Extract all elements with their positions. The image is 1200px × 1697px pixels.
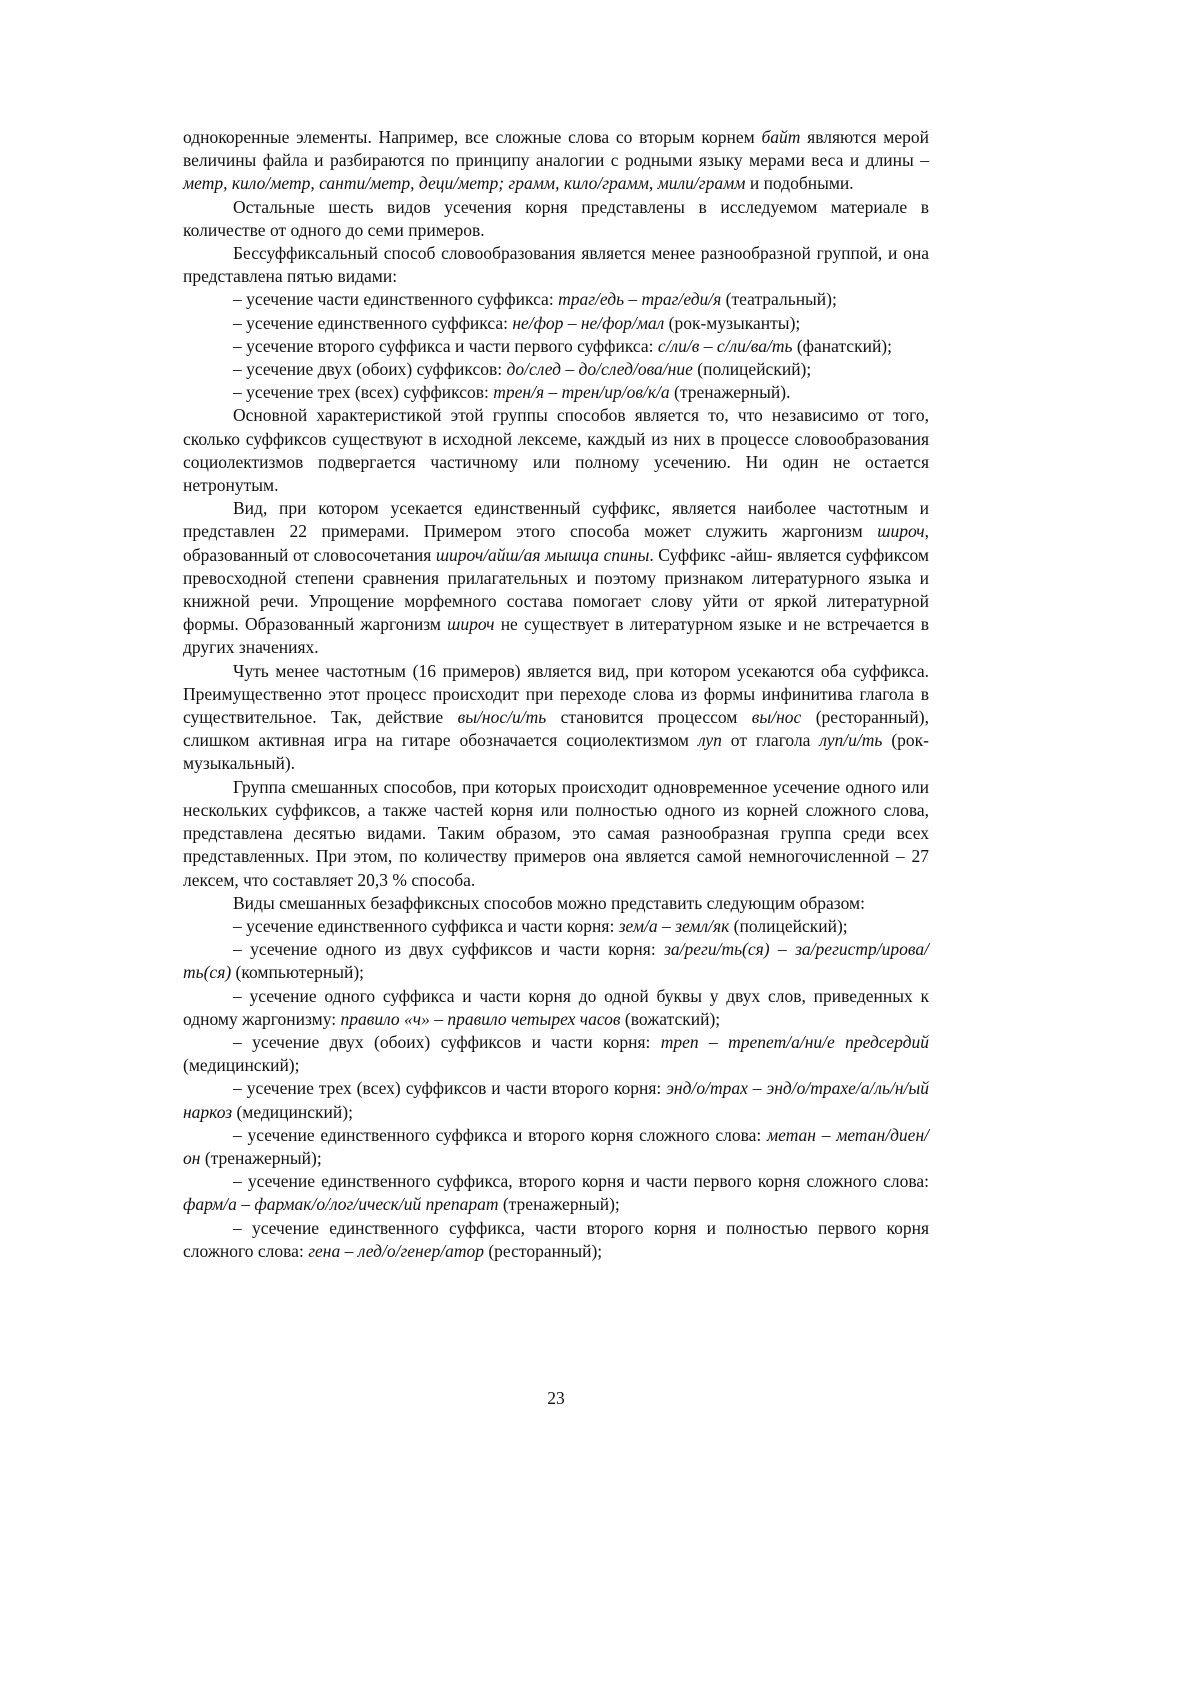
text-run: Остальные шесть видов усечения корня представлены в исследуемом материале в количестве от одного до семи примеров. xyxy=(183,196,929,240)
text-run: (рок-музыканты); xyxy=(664,312,801,333)
text-run: являются мерой величины файла и разбираются по принципу аналогии с родными языку мерами веса и длины – xyxy=(183,127,929,171)
list-item xyxy=(183,288,929,311)
text-run: (медицинский); xyxy=(232,1101,353,1122)
italic-text-run: широч xyxy=(447,614,495,635)
paragraph xyxy=(183,892,929,915)
text-run: – усечение единственного суффикса и части корня: xyxy=(233,915,619,936)
italic-text-run: правило «ч» – правило четырех часов xyxy=(340,1008,621,1029)
text-run: (тренажерный); xyxy=(200,1147,322,1168)
italic-text-run: широч xyxy=(877,521,925,542)
text-run: – усечение части единственного суффикса: xyxy=(233,289,559,310)
list-item xyxy=(183,335,929,358)
italic-text-run: энд/о/трах – энд/о/трахе/а/ль/н/ый наркоз xyxy=(183,1078,929,1122)
text-run: – усечение единственного суффикса, части второго корня и полностью первого корня сложного слова: xyxy=(183,1217,929,1261)
italic-text-run: луп/и/ть xyxy=(819,730,883,751)
text-run: – усечение трех (всех) суффиксов: xyxy=(233,382,494,403)
text-run: от глагола xyxy=(721,730,820,751)
text-run: (компьютерный); xyxy=(231,962,365,983)
text-run: – усечение двух (обоих) суффиксов: xyxy=(233,359,507,380)
italic-text-run: не/фор – не/фор/мал xyxy=(512,312,665,333)
text-run: не существует в литературном языке и не встречается в других значениях. xyxy=(183,614,929,658)
text-run: (тренажерный). xyxy=(669,382,791,403)
list-item xyxy=(183,1124,929,1170)
paragraph xyxy=(183,242,929,288)
list-item xyxy=(183,358,929,381)
text-run: и подобными. xyxy=(745,173,854,194)
italic-text-run: за/реги/ть(ся) – за/регистр/ирова/ть(ся) xyxy=(183,939,929,983)
list-item xyxy=(183,381,929,404)
text-run: (рок-музыкальный). xyxy=(183,730,929,774)
text-run: – усечение единственного суффикса и второго корня сложного слова: xyxy=(233,1124,767,1145)
text-run: Группа смешанных способов, при которых происходит одновременное усечение одного или нескольких суффиксов, а также частей корня или полностью одного из корней сложного слова, представлена десятью видами. Таким образом, это самая разнообразная группа среди всех представленных. При этом, по количеству примеров она является самой немногочисленной – 27 лексем, что составляет 20,3 % способа. xyxy=(183,776,929,890)
text-run: (вожатский); xyxy=(620,1008,721,1029)
text-run: Основной характеристикой этой группы способов является то, что независимо от того, сколько суффиксов существуют в исходной лексеме, каждый из них в процессе словообразования социолектизмов подвергается частичному или полному усечению. Ни один не остается нетронутым. xyxy=(183,405,929,496)
list-item xyxy=(183,1217,929,1263)
italic-text-run: широч/айш/ая мышца спины xyxy=(435,544,650,565)
list-item xyxy=(183,938,929,984)
italic-text-run: с/ли/в – с/ли/ва/ть xyxy=(657,335,793,356)
text-run: (тренажерный); xyxy=(498,1194,620,1215)
italic-text-run: треп – трепет/а/ни/е предсердий xyxy=(660,1031,929,1052)
list-item xyxy=(183,1031,929,1077)
paragraph xyxy=(183,660,929,776)
list-item xyxy=(183,915,929,938)
text-run: (театральный); xyxy=(721,289,837,310)
list-item xyxy=(183,1077,929,1123)
text-run: (полицейский); xyxy=(692,359,812,380)
italic-text-run: метр, кило/метр, санти/метр, деци/метр; грамм, кило/грамм, мили/грамм xyxy=(183,173,746,194)
text-run: – усечение двух (обоих) суффиксов и части корня: xyxy=(233,1031,661,1052)
text-run: однокоренные элементы. Например, все сложные слова со вторым корнем xyxy=(183,127,762,147)
text-run: (медицинский); xyxy=(183,1055,300,1076)
list-item xyxy=(183,1170,929,1216)
italic-text-run: байт xyxy=(761,127,801,147)
italic-text-run: зем/а – земл/як xyxy=(618,915,730,936)
italic-text-run: метан – метан/диен/он xyxy=(183,1124,929,1168)
text-run: . Суффикс -айш- является суффиксом превосходной степени сравнения прилагательных и поэтому признаком литературного языка и книжной речи. Упрощение морфемного состава помогает слову уйти от яркой литературной формы. Образованный жаргонизм xyxy=(183,544,929,635)
text-run: Вид, при котором усекается единственный суффикс, является наиболее частотным и представлен 22 примерами. Примером этого способа может служить жаргонизм xyxy=(183,498,929,542)
italic-text-run: вы/нос xyxy=(751,707,802,728)
text-run: – усечение единственного суффикса: xyxy=(233,312,513,333)
list-item xyxy=(183,985,929,1031)
text-run: (полицейский); xyxy=(729,915,848,936)
text-run: Бессуффиксальный способ словообразования является менее разнообразной группой, и она представлена пятью видами: xyxy=(183,243,929,287)
italic-text-run: гена – лед/о/генер/атор xyxy=(308,1240,484,1261)
text-run: (ресторанный); xyxy=(483,1240,603,1261)
paragraph xyxy=(183,776,929,892)
paragraph xyxy=(183,497,929,659)
italic-text-run: до/след – до/след/ова/ние xyxy=(506,359,693,380)
paragraph xyxy=(183,126,929,196)
italic-text-run: траг/едь – траг/еди/я xyxy=(558,289,722,310)
italic-text-run: трен/я – трен/ир/ов/к/а xyxy=(493,382,670,403)
paragraph xyxy=(183,196,929,242)
italic-text-run: луп xyxy=(697,730,722,751)
text-run: (фанатский); xyxy=(792,335,892,356)
text-run: – усечение второго суффикса и части первого суффикса: xyxy=(233,335,658,356)
text-run: Чуть менее частотным (16 примеров) является вид, при котором усекаются оба суффикса. Преимущественно этот процесс происходит при переходе слова из формы инфинитива глагола в существительное. Так, действие xyxy=(183,660,929,728)
text-run: становится процессом xyxy=(546,707,752,728)
text-run: (ресторанный), слишком активная игра на гитаре обозначается социолектизмом xyxy=(183,707,929,751)
text-run: , образованный от словосочетания xyxy=(183,521,929,565)
italic-text-run: вы/нос/и/ть xyxy=(457,707,547,728)
paragraph xyxy=(183,404,929,497)
text-run: Виды смешанных безаффиксных способов можно представить следующим образом: xyxy=(233,892,865,913)
text-run: – усечение трех (всех) суффиксов и части второго корня: xyxy=(233,1078,667,1099)
text-run: – усечение единственного суффикса, второго корня и части первого корня сложного слова: xyxy=(233,1171,929,1192)
text-run: – усечение одного из двух суффиксов и части корня: xyxy=(233,939,665,960)
list-item xyxy=(183,312,929,335)
italic-text-run: фарм/а – фармак/о/лог/ическ/ий препарат xyxy=(183,1194,499,1215)
text-run: – усечение одного суффикса и части корня до одной буквы у двух слов, приведенных к одному жаргонизму: xyxy=(183,985,929,1029)
page-number: 23 xyxy=(547,1388,565,1408)
text-block xyxy=(183,126,929,1263)
